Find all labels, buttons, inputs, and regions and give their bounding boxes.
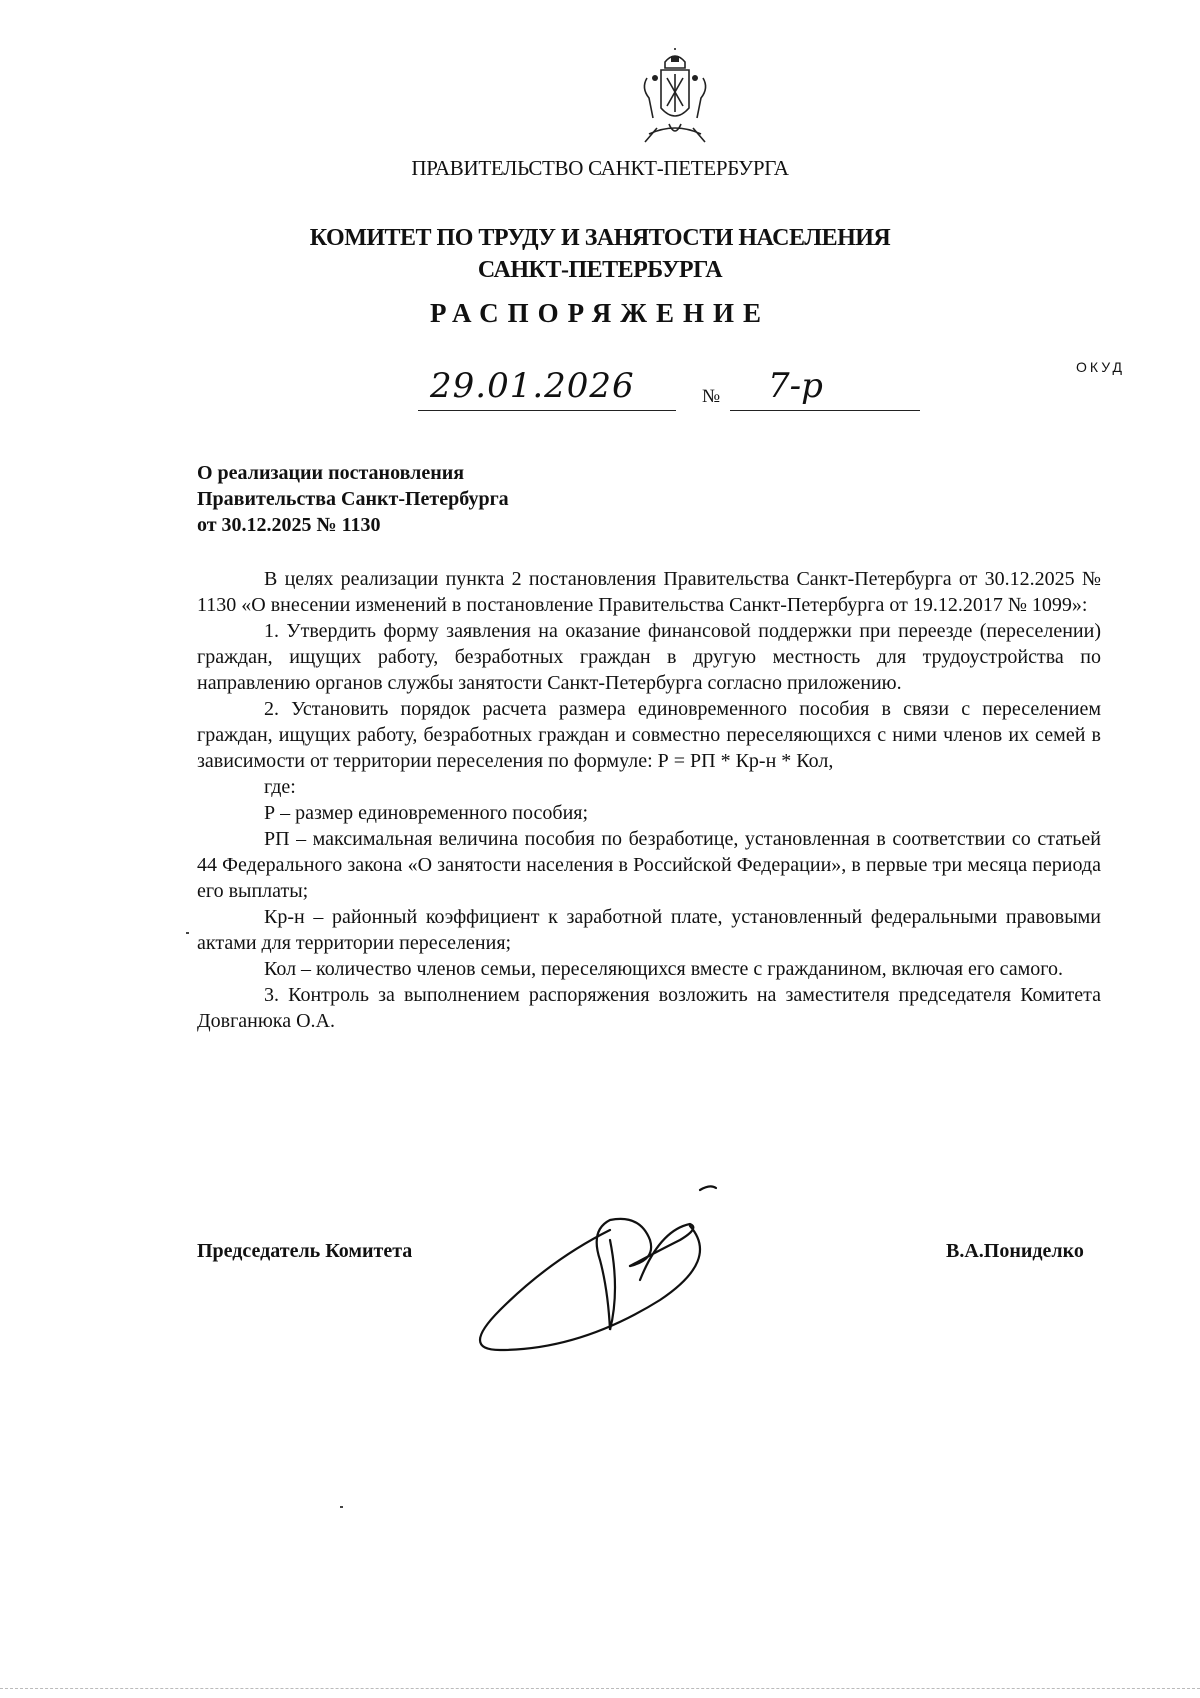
committee-title-line2: САНКТ-ПЕТЕРБУРГА: [477, 257, 723, 283]
document-body: [197, 566, 1101, 1034]
signer-position: Председатель Комитета: [197, 1240, 413, 1262]
document-subject: [197, 460, 509, 538]
where-label: где:: [264, 776, 296, 798]
okud-label: ОКУД: [1076, 359, 1125, 375]
number-sign: №: [702, 386, 721, 407]
item-2-paragraph: 2. Установить порядок расчета размера единовременного пособия в связи с переселением граждан, ищущих работу, безработных граждан и совместно переселяющихся с ними членов их семей в зависимости от территории переселения по формуле: Р = РП * Кр-н * Кол,: [197, 698, 1101, 772]
signer-name: В.А.Пониделко: [946, 1240, 1084, 1262]
coat-of-arms-emblem: [635, 48, 715, 144]
handwritten-date: 29.01.2026: [430, 366, 635, 406]
scan-bottom-edge: [0, 1688, 1200, 1689]
government-title: ПРАВИТЕЛЬСТВО САНКТ-ПЕТЕРБУРГА: [411, 156, 789, 180]
item-3-paragraph: 3. Контроль за выполнением распоряжения возложить на заместителя председателя Комитета Довганюка О.А.: [197, 984, 1101, 1032]
committee-title-line1: КОМИТЕТ ПО ТРУДУ И ЗАНЯТОСТИ НАСЕЛЕНИЯ: [309, 225, 891, 251]
preamble-paragraph: В целях реализации пункта 2 постановления Правительства Санкт-Петербурга от 30.12.2025 № 1130 «О внесении изменений в постановление Правительства Санкт-Петербурга от 19.12.2017 № 1099»:: [197, 568, 1101, 616]
definition-krn: Кр-н – районный коэффициент к заработной плате, установленный федеральными правовыми актами для территории переселения;: [197, 906, 1101, 954]
definition-rp: РП – максимальная величина пособия по безработице, установленная в соответствии со статьей 44 Федерального закона «О занятости населения в Российской Федерации», в первые три месяца периода его выплаты;: [197, 828, 1101, 902]
definition-kol: Кол – количество членов семьи, переселяющихся вместе с гражданином, включая его самого.: [264, 958, 1063, 980]
scan-speck: [186, 932, 189, 934]
committee-title: [0, 222, 1200, 286]
document-type-heading: РАСПОРЯЖЕНИЕ: [429, 298, 771, 328]
number-underline: [730, 410, 920, 411]
definition-p: Р – размер единовременного пособия;: [264, 802, 589, 824]
handwritten-number: 7-р: [768, 366, 823, 406]
subject-line1: О реализации постановления: [197, 462, 465, 484]
subject-line2: Правительства Санкт-Петербурга: [197, 488, 509, 510]
item-1-paragraph: 1. Утвердить форму заявления на оказание финансовой поддержки при переезде (переселении) граждан, ищущих работу, безработных граждан в другую местность для трудоустройства по направлению органов службы занятости Санкт-Петербурга согласно приложению.: [197, 620, 1101, 694]
date-underline: [418, 410, 676, 411]
handwritten-signature: [460, 1170, 740, 1360]
scan-speck: [340, 1506, 343, 1508]
subject-line3: от 30.12.2025 № 1130: [197, 514, 381, 536]
